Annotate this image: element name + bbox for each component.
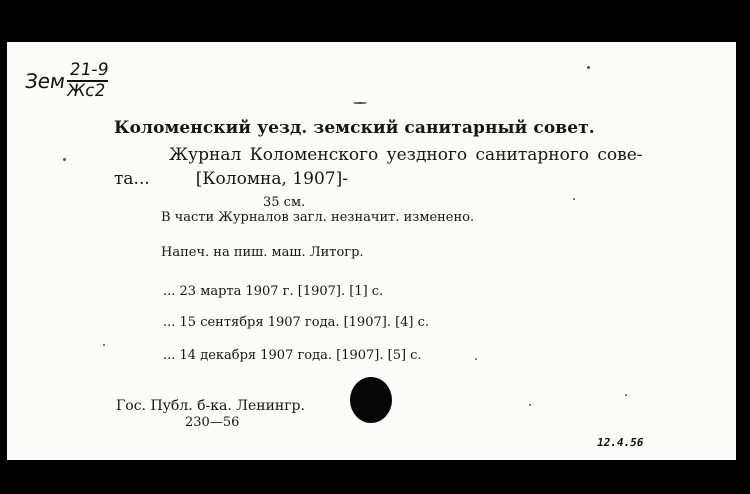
shelfmark-denominator: Жс2 xyxy=(65,81,107,101)
title-variation-note: В части Журналов загл. незначит. изменено. xyxy=(161,210,475,225)
size-note: 35 см. xyxy=(263,195,306,210)
speck xyxy=(475,358,477,360)
catalog-card xyxy=(7,42,736,460)
handwritten-date: 12.4.56 xyxy=(595,436,645,449)
issue-entry-2: ... 15 сентября 1907 года. [1907]. [4] с. xyxy=(163,315,430,330)
shelfmark-prefix: Зем xyxy=(23,69,67,93)
card-heading: Коломенский уезд. земский санитарный совет. xyxy=(114,118,595,138)
printing-note: Напеч. на пиш. маш. Литогр. xyxy=(161,245,364,260)
shelfmark xyxy=(22,62,110,100)
title-line-2 xyxy=(114,169,348,189)
speck xyxy=(573,198,575,200)
inventory-number: 230—56 xyxy=(185,415,240,430)
issue-entry-3: ... 14 декабря 1907 года. [1907]. [5] с. xyxy=(163,348,422,363)
issue-entry-1: ... 23 марта 1907 г. [1907]. [1] с. xyxy=(163,284,384,299)
speck xyxy=(103,344,105,346)
speck xyxy=(625,394,627,396)
title-line-2-start: та... xyxy=(114,169,150,189)
ink-stamp xyxy=(350,377,392,423)
speck xyxy=(353,102,367,104)
title-line-1: Журнал Коломенского уездного санитарного сове- xyxy=(169,145,643,165)
shelfmark-numerator: 21-9 xyxy=(68,60,110,80)
title-line-2-place-date: [Коломна, 1907]- xyxy=(195,169,348,189)
speck xyxy=(529,404,531,406)
shelfmark-fraction xyxy=(65,62,111,100)
library-stamp-text: Гос. Публ. б-ка. Ленингр. xyxy=(116,398,305,414)
speck xyxy=(63,158,66,161)
speck xyxy=(587,66,590,69)
